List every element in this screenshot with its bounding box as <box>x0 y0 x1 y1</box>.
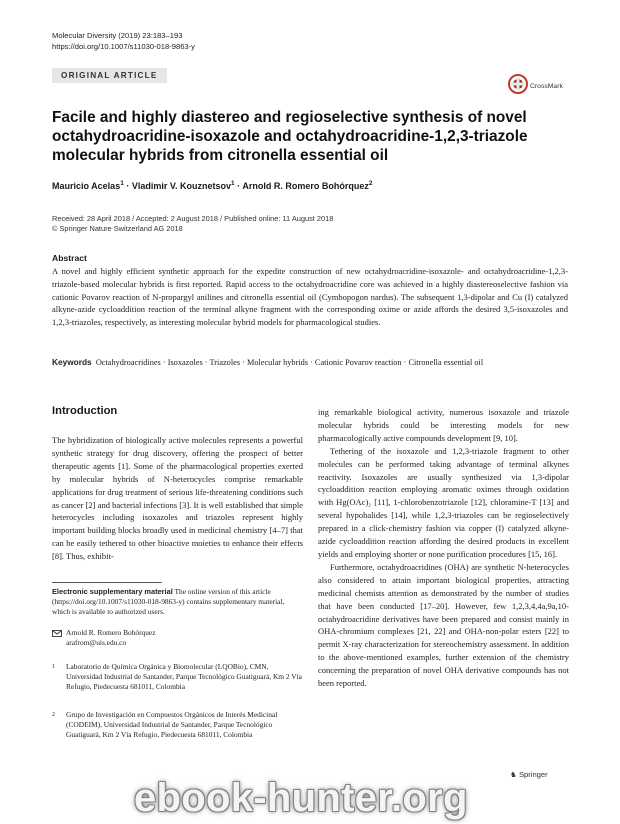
affiliation-number: 2 <box>52 712 55 718</box>
keywords-label: Keywords <box>52 357 92 367</box>
affiliation-text: Grupo de Investigación en Compuestos Orgánicos de Interés Medicinal (CODEIM), Universidad Industrial de Santander, Parque Tecnológico Guatiguará, Km 2 Vía Refugio, Piedecuesta 681011, Colombia <box>66 710 278 740</box>
abstract-heading: Abstract <box>52 253 87 263</box>
history-dates: Received: 28 April 2018 / Accepted: 2 August 2018 / Published online: 11 August 2018 <box>52 214 334 223</box>
abstract-text: A novel and highly efficient synthetic approach for the expedite construction of new octahydroacridine-isoxazole- and octahydroacridine-1,2,3-triazole-based molecular hybrids is first reported. Rapid access to the octahydroacridine core was achieved in a highly diastereoselective fashion via cationic Povarov reaction of N-propargyl anilines and citronella essential oil (Cymbopogon nardus). The subsequent 1,3-dipolar and Cu (I) catalyzed alkyne-azide cycloaddition reaction of the terminal alkyne fragment with the corresponding oxime or azide affords the desired 3,5-isoxazoles and 1,2,3-triazoles, respectively, as interesting molecular hybrid models for pharmacological studies. <box>52 266 568 328</box>
author-name[interactable]: Mauricio Acelas <box>52 181 121 191</box>
copyright-line: © Springer Nature Switzerland AG 2018 <box>52 224 183 233</box>
envelope-icon <box>52 630 62 637</box>
affiliation-item <box>52 710 306 741</box>
intro-paragraph: Tethering of the isoxazole and 1,2,3-triazole fragment to other molecules can be performed taking advantage of terminal alkynes reactivity. Isoxazoles are usually synthesized via 1,3-dipolar cycloaddition reaction employing aromatic oximes through oxidation with Hg(OAc)₂ [11], 1-chlorobenzotriazole [12], chloramine-T [13] and several hypohalides [14], while 1,2,3-triazoles can be regioselectively prepared in a click-chemistry fashion via copper (I) catalyzed alkyne-azide cycloaddition reaction affording the desired products in excellent yields and employing shorter or none purification procedures [15, 16]. <box>318 445 569 559</box>
article-type-label: ORIGINAL ARTICLE <box>52 68 167 83</box>
author-affiliation-mark: 1 <box>231 180 235 187</box>
author-list <box>52 180 572 191</box>
crossmark-badge[interactable] <box>508 74 570 100</box>
watermark: ebook-hunter.org <box>134 776 468 820</box>
intro-paragraph: ing remarkable biological activity, numerous isoxazole and triazole molecular hybrids could be interesting models for new pharmacologically active compounds development [9, 10]. <box>318 407 569 443</box>
esm-note <box>52 587 303 618</box>
right-column <box>318 406 569 690</box>
springer-horse-icon: ♞ <box>510 770 517 779</box>
esm-label: Electronic supplementary material <box>52 587 173 596</box>
corresponding-author-name: Arnold R. Romero Bohórquez <box>66 628 156 637</box>
intro-paragraph: Furthermore, octahydroacridines (OHA) are synthetic N-heterocycles also considered to attain important biological properties, attracting medicinal chemists attention as demonstrated by the number of studies that have been conducted [17–20]. However, few 1,2,3,4,4a,9a,10-octahydroacridine derivatives have been prepared and consist mainly in OHA-chromium complexes [21, 22] and OHA-non-polar esters [22] to permit X-ray characterization for stereochemistry assessment. In addition to the above-mentioned examples, further extension of the chemistry concerning the preparation of novel OHA derivative compounds has not been reported. <box>318 561 569 689</box>
left-column <box>52 434 303 563</box>
publisher-name: Springer <box>518 770 548 779</box>
affiliation-number: 1 <box>52 664 55 670</box>
footnote-divider <box>52 582 162 583</box>
author-name[interactable]: Arnold R. Romero Bohórquez <box>242 181 369 191</box>
journal-citation: Molecular Diversity (2019) 23:183–193 <box>52 31 183 40</box>
author-affiliation-mark: 1 <box>120 180 124 187</box>
affiliation-item <box>52 662 306 693</box>
author-separator: · <box>123 181 132 191</box>
introduction-heading: Introduction <box>52 405 118 417</box>
affiliation-text: Laboratorio de Química Orgánica y Biomolecular (LQOBio), CMN, Universidad Industrial de Santander, Parque Tecnológico Guatiguará, Km 2 Vía Refugio, Piedecuesta 681011, Colombia <box>66 662 302 692</box>
journal-header <box>52 30 195 52</box>
keywords-block <box>52 356 568 370</box>
crossmark-icon <box>508 74 528 98</box>
publisher-logo <box>510 770 548 779</box>
author-name[interactable]: Vladimir V. Kouznetsov <box>131 181 232 191</box>
author-separator: · <box>234 181 243 191</box>
correspondence-block <box>52 628 303 648</box>
esm-text: The online version of this article (https://doi.org/10.1007/s11030-018-9863-y) contains supplementary material, which is available to authorized users. <box>52 587 285 617</box>
author-affiliation-mark: 2 <box>368 180 373 187</box>
keywords-text: Octahydroacridines · Isoxazoles · Triazoles · Molecular hybrids · Cationic Povarov reaction · Citronella essential oil <box>95 358 484 367</box>
crossmark-label: CrossMark <box>530 83 563 90</box>
article-title: Facile and highly diastereo and regioselective synthesis of novel octahydroacridine-isoxazole and octahydroacridine-1,2,3-triazole molecular hybrids from citronella essential oil <box>52 109 528 164</box>
journal-doi[interactable]: https://doi.org/10.1007/s11030-018-9863-y <box>52 42 195 51</box>
corresponding-author-email[interactable]: arafrom@uis.edu.co <box>66 638 127 648</box>
intro-paragraph: The hybridization of biologically active molecules represents a powerful synthetic strategy for drug discovery, offering the prospect of better therapeutic agents [1]. Some of the pharmacological properties exerted by molecular hybrids of N-heterocycles comprise remarkable applications for drug treatment of serious life-threatening conditions such as cancer [2] and bacterial infections [3]. It is well established that simple heterocycles including isoxazoles and triazoles represent highly important building blocks broadly used in medicinal chemistry [4–7] that can be easily tethered to other bioactive moieties to enhance their effects [8]. Thus, exhibit- <box>52 435 303 562</box>
publication-dates <box>52 214 333 234</box>
